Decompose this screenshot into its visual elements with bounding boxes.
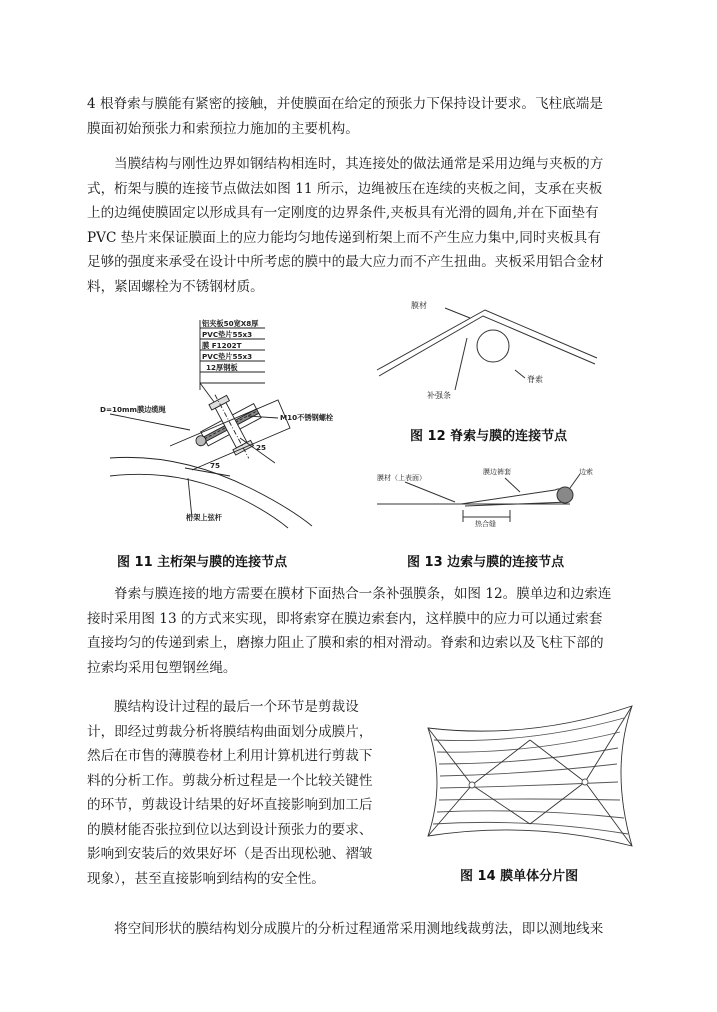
text-line: 上的边绳使膜固定以形成具有一定刚度的边界条件,夹板具有光滑的圆角,并在下面垫有 <box>87 205 599 221</box>
text-line: 的环节，剪裁设计结果的好坏直接影响到加工后 <box>87 797 373 813</box>
fig11-label-chord: 桁架上弦杆 <box>186 513 222 522</box>
figure-11-caption: 图 11 主桁架与膜的连接节点 <box>117 555 288 570</box>
text-line: 直接均匀的传递到索上，磨擦力阻止了膜和索的相对滑动。脊索和边索以及飞柱下部的 <box>87 635 604 651</box>
figure-14-caption: 图 14 膜单体分片图 <box>460 869 579 884</box>
fig11-label-plate: 铝夹板50宽X8厚 <box>202 319 259 328</box>
text-line: 影响到安装后的效果好坏（是否出现松驰、褶皱 <box>87 846 373 862</box>
fig13-label-weld: 热合缝 <box>475 520 496 528</box>
text-line: 料的分析工作。剪裁分析过程是一个比较关键性 <box>87 772 373 789</box>
paragraph-2 <box>87 152 640 299</box>
fig11-label-rope: D=10mm膜边缆绳 <box>100 405 166 414</box>
text-line: 拉索均采用包塑钢丝绳。 <box>87 659 237 676</box>
fig11-label-membrane: 膜 F1202T <box>202 341 242 350</box>
text-line: 将空间形状的膜结构划分成膜片的分析过程通常采用测地线裁剪法，即以测地线来 <box>114 921 604 937</box>
fig13-label-membrane: 膜材（上表面） <box>377 474 426 482</box>
figure-13-edge-cable-joint <box>375 462 615 527</box>
paragraph-1 <box>87 92 640 141</box>
text-line: 现象），甚至直接影响到结构的安全性。 <box>87 870 325 887</box>
figure-11-truss-membrane-joint <box>100 318 340 528</box>
figure-12-ridge-cable-joint <box>375 298 615 408</box>
text-line: 接时采用图 13 的方式来实现，即将索穿在膜边索套内，这样膜中的应力可以通过索套 <box>87 610 603 627</box>
text-line: 的膜材能否张拉到位以达到设计预张力的要求、 <box>87 821 373 838</box>
text-line: 然后在市售的薄膜卷材上利用计算机进行剪裁下 <box>87 748 373 764</box>
text-line: 4 根脊索与膜能有紧密的接触，并使膜面在给定的预张力下保持设计要求。飞柱底端是 <box>87 96 603 112</box>
paragraph-5 <box>87 917 640 942</box>
text-line: 式，桁架与膜的连接节点做法如图 11 所示，边绳被压在连续的夹板之间，支承在夹板 <box>87 180 603 197</box>
text-line: 脊索与膜连接的地方需要在膜材下面热合一条补强膜条，如图 12。膜单边和边索连 <box>114 586 612 602</box>
fig13-label-sleeve: 膜边裤套 <box>483 468 511 476</box>
fig11-label-pvc1: PVC垫片55x3 <box>202 330 253 339</box>
fig11-label-steel: 12厚钢板 <box>206 363 238 372</box>
text-line: 料，紧固螺栓为不锈钢材质。 <box>87 278 264 295</box>
fig11-label-bolt: M10不锈钢螺栓 <box>280 413 334 422</box>
text-line: 当膜结构与刚性边界如钢结构相连时，其连接处的做法通常是采用边绳与夹板的方 <box>114 156 604 172</box>
fig11-label-pvc2: PVC垫片55x3 <box>202 352 253 361</box>
fig11-dim-75: 75 <box>210 461 221 470</box>
figure-14-membrane-cutting-pattern <box>420 700 635 850</box>
text-line: 足够的强度来承受在设计中所考虑的膜中的最大应力而不产生扭曲。夹板采用铝合金材 <box>87 254 604 270</box>
text-line: PVC 垫片来保证膜面上的应力能均匀地传递到桁架上而不产生应力集中,同时夹板具有 <box>87 229 601 246</box>
text-line: 膜面初始预张力和索预拉力施加的主要机构。 <box>87 120 359 137</box>
fig11-dim-25: 25 <box>256 443 267 452</box>
paragraph-3 <box>87 582 640 680</box>
text-line: 膜结构设计过程的最后一个环节是剪裁设 <box>114 699 359 715</box>
figure-12-caption: 图 12 脊索与膜的连接节点 <box>410 429 568 444</box>
text-line: 计，即经过剪裁分析将膜结构曲面划分成膜片， <box>87 723 373 740</box>
fig12-label-ridge: 脊索 <box>527 375 543 384</box>
figure-13-caption: 图 13 边索与膜的连接节点 <box>407 555 565 570</box>
fig12-label-membrane: 膜材 <box>411 301 427 310</box>
paragraph-4 <box>87 695 405 891</box>
fig12-label-strip: 补强条 <box>427 391 451 400</box>
fig13-label-edge: 边索 <box>579 468 593 476</box>
